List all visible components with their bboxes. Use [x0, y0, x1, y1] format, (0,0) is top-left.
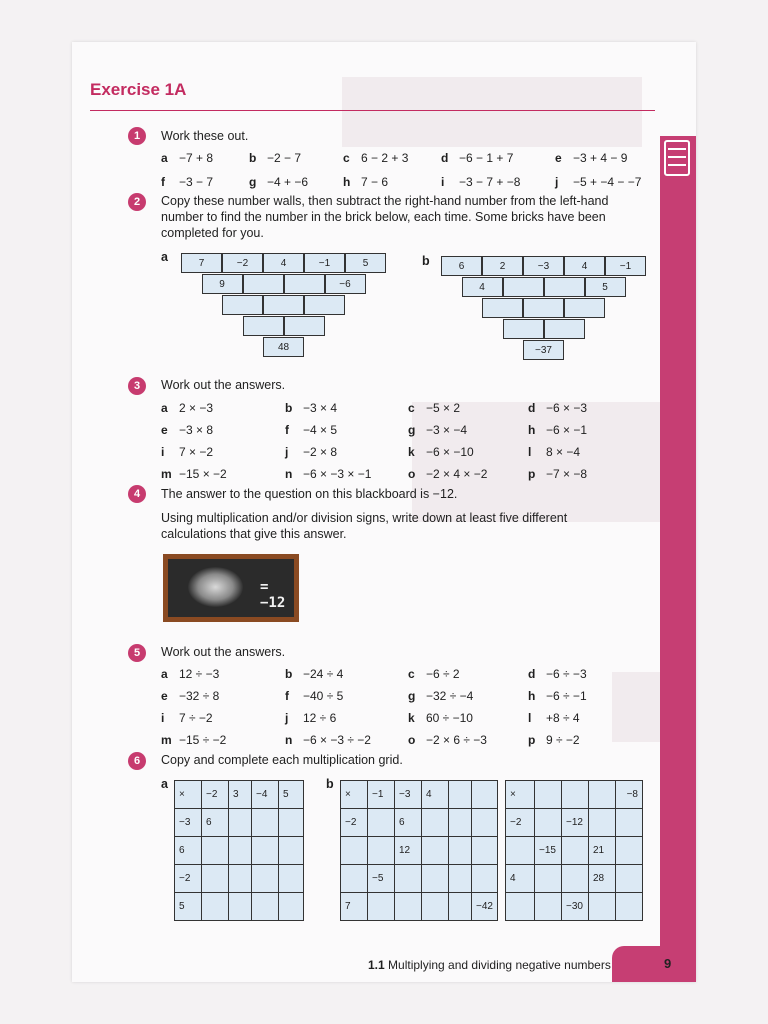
- question-number-3: 3: [128, 377, 146, 395]
- blackboard-text: = −12: [260, 579, 286, 611]
- question-number-4: 4: [128, 485, 146, 503]
- grid-cell: [589, 809, 616, 837]
- q3-item: [408, 423, 467, 437]
- q3-item-expression: −3 × −4: [426, 423, 468, 437]
- q3-item-letter: k: [408, 445, 415, 459]
- grid-cell: 5: [175, 893, 202, 921]
- q1-item: [343, 151, 408, 165]
- grid-cell: [616, 837, 643, 865]
- grid-cell: [422, 865, 449, 893]
- grid-cell: [229, 809, 252, 837]
- wall-brick: 5: [345, 253, 386, 273]
- q1-item-expression: −6 − 1 + 7: [459, 151, 514, 165]
- grid-cell: [229, 837, 252, 865]
- q5-item: [408, 689, 473, 703]
- wall-brick: [284, 316, 325, 336]
- q5-item: [528, 711, 580, 725]
- grid-cell: [535, 809, 562, 837]
- q3-item: [528, 423, 587, 437]
- grid-cell: −2: [175, 865, 202, 893]
- q5-item-letter: h: [528, 689, 536, 703]
- grid-a-label: a: [161, 777, 168, 791]
- q3-item: [528, 467, 587, 481]
- q3-item-expression: −6 × −3: [546, 401, 588, 415]
- q5-item: [285, 689, 343, 703]
- question-number-6: 6: [128, 752, 146, 770]
- q5-item: [528, 689, 587, 703]
- wall-brick: [523, 298, 564, 318]
- grid-cell: −3: [395, 781, 422, 809]
- q5-item-letter: i: [161, 711, 165, 725]
- grid-cell: [341, 865, 368, 893]
- q5-item-expression: 9 ÷ −2: [546, 733, 580, 747]
- grid-cell: [616, 893, 643, 921]
- grid-cell: [422, 837, 449, 865]
- wall-brick: 4: [462, 277, 503, 297]
- q1-item: [555, 151, 627, 165]
- grid-cell: 7: [341, 893, 368, 921]
- q1-item: [249, 151, 301, 165]
- wall-a-label: a: [161, 250, 168, 264]
- grid-cell: [472, 781, 498, 809]
- q5-item: [528, 667, 587, 681]
- q5-item-expression: −6 ÷ −3: [546, 667, 587, 681]
- q1-item-expression: −2 − 7: [267, 151, 302, 165]
- q1-item-letter: h: [343, 175, 351, 189]
- q3-item: [161, 445, 213, 459]
- grid-cell: [506, 893, 535, 921]
- q2-instruction-line1: Copy these number walls, then subtract the right-hand number from the left-hand: [161, 194, 609, 208]
- wall-brick: −1: [304, 253, 345, 273]
- grid-cell: [202, 837, 229, 865]
- title-rule: [90, 110, 655, 111]
- grid-row: [506, 837, 643, 865]
- q3-item-letter: i: [161, 445, 165, 459]
- wall-brick: 5: [585, 277, 626, 297]
- q5-item-expression: −32 ÷ 8: [179, 689, 220, 703]
- q2-instruction-line2: number to find the number in the brick below, each time. Some bricks have been: [161, 210, 606, 224]
- grid-cell: −2: [202, 781, 229, 809]
- q5-item-letter: a: [161, 667, 168, 681]
- wall-brick: [503, 319, 544, 339]
- q5-item-letter: c: [408, 667, 415, 681]
- q5-item-letter: o: [408, 733, 416, 747]
- wall-brick: 4: [564, 256, 605, 276]
- grid-cell: −4: [252, 781, 279, 809]
- grid-cell: ×: [341, 781, 368, 809]
- q1-item-expression: −3 − 7: [179, 175, 214, 189]
- q3-item: [408, 467, 487, 481]
- q3-item-expression: −7 × −8: [546, 467, 588, 481]
- q3-item-letter: g: [408, 423, 416, 437]
- grid-cell: [368, 809, 395, 837]
- q3-item-letter: p: [528, 467, 536, 481]
- q4-line2: Using multiplication and/or division signs, write down at least five different: [161, 511, 568, 525]
- grid-row: [175, 781, 304, 809]
- wall-brick: 4: [263, 253, 304, 273]
- q3-item-letter: e: [161, 423, 168, 437]
- q3-item: [161, 467, 227, 481]
- q5-item-letter: p: [528, 733, 536, 747]
- multiplication-grid-c: [505, 780, 643, 921]
- q5-item-expression: −32 ÷ −4: [426, 689, 474, 703]
- grid-cell: [535, 781, 562, 809]
- wall-brick: 48: [263, 337, 304, 357]
- wall-brick: [564, 298, 605, 318]
- grid-row: [341, 865, 498, 893]
- wall-brick: 7: [181, 253, 222, 273]
- grid-row: [175, 865, 304, 893]
- grid-row: [506, 809, 643, 837]
- grid-cell: [449, 893, 472, 921]
- q3-item: [285, 401, 337, 415]
- book-icon: [664, 140, 690, 176]
- grid-row: [506, 865, 643, 893]
- multiplication-grid-a: [174, 780, 304, 921]
- wall-brick: [222, 295, 263, 315]
- q4-line3: calculations that give this answer.: [161, 527, 347, 541]
- grid-row: [341, 893, 498, 921]
- wall-brick: [243, 274, 284, 294]
- q5-item-expression: −15 ÷ −2: [179, 733, 227, 747]
- q5-item-letter: d: [528, 667, 536, 681]
- grid-cell: ×: [506, 781, 535, 809]
- grid-cell: [472, 865, 498, 893]
- q1-item-expression: −3 − 7 + −8: [459, 175, 521, 189]
- grid-cell: [368, 893, 395, 921]
- grid-cell: [229, 893, 252, 921]
- grid-cell: [562, 837, 589, 865]
- q3-item-expression: −15 × −2: [179, 467, 227, 481]
- q1-item: [555, 175, 641, 189]
- grid-cell: [449, 865, 472, 893]
- q5-item-expression: −40 ÷ 5: [303, 689, 344, 703]
- q5-item-letter: n: [285, 733, 293, 747]
- q5-item: [161, 689, 219, 703]
- grid-cell: 28: [589, 865, 616, 893]
- q3-item-letter: n: [285, 467, 293, 481]
- grid-cell: −12: [562, 809, 589, 837]
- footer-section: 1.1: [368, 958, 385, 972]
- q5-item: [161, 711, 213, 725]
- q3-item-expression: 2 × −3: [179, 401, 214, 415]
- grid-b-label: b: [326, 777, 334, 791]
- grid-cell: −42: [472, 893, 498, 921]
- grid-cell: [279, 865, 304, 893]
- grid-cell: −5: [368, 865, 395, 893]
- wall-brick: 6: [441, 256, 482, 276]
- q1-item-letter: c: [343, 151, 350, 165]
- q5-item-expression: 12 ÷ −3: [179, 667, 220, 681]
- wall-brick: −2: [222, 253, 263, 273]
- q3-item: [528, 401, 587, 415]
- q5-item: [528, 733, 580, 747]
- chapter-tab: [660, 136, 696, 982]
- grid-cell: [252, 893, 279, 921]
- grid-cell: 4: [422, 781, 449, 809]
- q2-instruction-line3: completed for you.: [161, 226, 264, 240]
- q1-item-letter: f: [161, 175, 165, 189]
- wall-brick: [304, 295, 345, 315]
- grid-row: [341, 837, 498, 865]
- q1-item-letter: i: [441, 175, 445, 189]
- grid-row: [506, 781, 643, 809]
- grid-cell: [252, 865, 279, 893]
- q3-item: [408, 401, 460, 415]
- grid-cell: [252, 837, 279, 865]
- q1-item-letter: e: [555, 151, 562, 165]
- wall-brick: [243, 316, 284, 336]
- grid-cell: [341, 837, 368, 865]
- q5-item-expression: −24 ÷ 4: [303, 667, 344, 681]
- grid-cell: [368, 837, 395, 865]
- q1-item-letter: j: [555, 175, 559, 189]
- q3-item-letter: f: [285, 423, 289, 437]
- q3-item-letter: c: [408, 401, 415, 415]
- grid-cell: [449, 837, 472, 865]
- q3-item-expression: −3 × 8: [179, 423, 214, 437]
- grid-cell: −2: [506, 809, 535, 837]
- grid-cell: −15: [535, 837, 562, 865]
- q1-item: [441, 151, 513, 165]
- q5-item: [161, 667, 219, 681]
- wall-brick: 9: [202, 274, 243, 294]
- footer-title: Multiplying and dividing negative numbers: [388, 958, 611, 972]
- q3-item-letter: h: [528, 423, 536, 437]
- grid-cell: [229, 865, 252, 893]
- q5-item-letter: b: [285, 667, 293, 681]
- q3-item-letter: l: [528, 445, 532, 459]
- grid-cell: [589, 893, 616, 921]
- wall-brick: −1: [605, 256, 646, 276]
- question-number-2: 2: [128, 193, 146, 211]
- q3-item: [285, 467, 371, 481]
- grid-cell: 5: [279, 781, 304, 809]
- grid-cell: [535, 893, 562, 921]
- blackboard-surface: [168, 559, 294, 617]
- grid-row: [175, 837, 304, 865]
- grid-cell: [472, 809, 498, 837]
- q6-instruction: Copy and complete each multiplication grid.: [161, 753, 403, 767]
- q3-item: [161, 401, 213, 415]
- grid-cell: 6: [202, 809, 229, 837]
- grid-cell: [279, 893, 304, 921]
- grid-row: [175, 809, 304, 837]
- multiplication-grid-b: [340, 780, 498, 921]
- blackboard-image: [163, 554, 299, 622]
- grid-cell: [589, 781, 616, 809]
- grid-cell: 4: [506, 865, 535, 893]
- q3-item-expression: −6 × −1: [546, 423, 588, 437]
- q5-item: [408, 667, 460, 681]
- grid-cell: [279, 809, 304, 837]
- q5-item-letter: m: [161, 733, 172, 747]
- show-through: [342, 77, 642, 147]
- q5-item-expression: −2 × 6 ÷ −3: [426, 733, 487, 747]
- wall-brick: [503, 277, 544, 297]
- grid-cell: [535, 865, 562, 893]
- grid-row: [175, 893, 304, 921]
- q1-item-expression: −4 + −6: [267, 175, 309, 189]
- q5-item-expression: 7 ÷ −2: [179, 711, 213, 725]
- grid-cell: 3: [229, 781, 252, 809]
- q5-item-letter: f: [285, 689, 289, 703]
- q3-item: [528, 445, 580, 459]
- footer-caption: [368, 958, 611, 972]
- q5-item: [408, 733, 487, 747]
- q3-item: [408, 445, 474, 459]
- q3-item: [285, 445, 337, 459]
- q3-instruction: Work out the answers.: [161, 378, 286, 392]
- grid-cell: [562, 781, 589, 809]
- grid-cell: 12: [395, 837, 422, 865]
- q5-item-expression: +8 ÷ 4: [546, 711, 580, 725]
- q5-item-letter: g: [408, 689, 416, 703]
- grid-cell: 6: [175, 837, 202, 865]
- q3-item-expression: 8 × −4: [546, 445, 581, 459]
- q1-item-expression: −3 + 4 − 9: [573, 151, 628, 165]
- grid-cell: [279, 837, 304, 865]
- grid-cell: [395, 893, 422, 921]
- grid-cell: [395, 865, 422, 893]
- q3-item-letter: m: [161, 467, 172, 481]
- q1-item-expression: 7 − 6: [361, 175, 389, 189]
- grid-cell: −8: [616, 781, 643, 809]
- grid-cell: −1: [368, 781, 395, 809]
- q5-instruction: Work out the answers.: [161, 645, 286, 659]
- chalk-smudge: [188, 567, 243, 607]
- q1-instruction: Work these out.: [161, 129, 249, 143]
- q1-item: [343, 175, 388, 189]
- q3-item-expression: −2 × 8: [303, 445, 338, 459]
- q1-item: [161, 151, 213, 165]
- q1-item: [249, 175, 308, 189]
- q5-item-expression: 60 ÷ −10: [426, 711, 473, 725]
- q5-item-expression: 12 ÷ 6: [303, 711, 337, 725]
- q5-item-expression: −6 ÷ 2: [426, 667, 460, 681]
- grid-cell: [202, 893, 229, 921]
- grid-row: [506, 893, 643, 921]
- q3-item-letter: b: [285, 401, 293, 415]
- q5-item: [285, 733, 371, 747]
- q1-item-letter: d: [441, 151, 449, 165]
- q5-item: [285, 711, 336, 725]
- grid-cell: [449, 781, 472, 809]
- q4-line1: The answer to the question on this blackboard is −12.: [161, 487, 458, 501]
- wall-brick: 2: [482, 256, 523, 276]
- q3-item-letter: j: [285, 445, 289, 459]
- q5-item-expression: −6 ÷ −1: [546, 689, 587, 703]
- wall-brick: [284, 274, 325, 294]
- grid-row: [341, 781, 498, 809]
- wall-brick: [544, 319, 585, 339]
- page-number: 9: [664, 956, 672, 971]
- q3-item-expression: −2 × 4 × −2: [426, 467, 488, 481]
- grid-cell: 6: [395, 809, 422, 837]
- q1-item: [161, 175, 213, 189]
- q3-item-expression: −4 × 5: [303, 423, 338, 437]
- q3-item-letter: o: [408, 467, 416, 481]
- grid-cell: [506, 837, 535, 865]
- grid-cell: [252, 809, 279, 837]
- q1-item-expression: −5 + −4 − −7: [573, 175, 642, 189]
- q1-item-letter: g: [249, 175, 257, 189]
- grid-cell: −3: [175, 809, 202, 837]
- wall-b-label: b: [422, 254, 430, 268]
- wall-brick: [544, 277, 585, 297]
- q3-item: [285, 423, 337, 437]
- question-number-1: 1: [128, 127, 146, 145]
- q1-item: [441, 175, 520, 189]
- q5-item-expression: −6 × −3 ÷ −2: [303, 733, 371, 747]
- q3-item-expression: −6 × −3 × −1: [303, 467, 372, 481]
- grid-cell: [202, 865, 229, 893]
- q3-item: [161, 423, 213, 437]
- q5-item-letter: e: [161, 689, 168, 703]
- q1-item-expression: −7 + 8: [179, 151, 214, 165]
- page-number-tab: [612, 946, 696, 982]
- q5-item: [161, 733, 226, 747]
- grid-cell: −2: [341, 809, 368, 837]
- grid-cell: [472, 837, 498, 865]
- q1-item-letter: b: [249, 151, 257, 165]
- grid-cell: ×: [175, 781, 202, 809]
- q5-item-letter: j: [285, 711, 289, 725]
- grid-cell: −30: [562, 893, 589, 921]
- wall-brick: [482, 298, 523, 318]
- show-through: [412, 402, 662, 522]
- grid-cell: [616, 809, 643, 837]
- grid-row: [341, 809, 498, 837]
- wall-brick: −37: [523, 340, 564, 360]
- q5-item: [408, 711, 473, 725]
- q3-item-expression: −5 × 2: [426, 401, 461, 415]
- grid-cell: 21: [589, 837, 616, 865]
- q3-item-expression: −3 × 4: [303, 401, 338, 415]
- exercise-title: Exercise 1A: [90, 80, 187, 99]
- wall-brick: −6: [325, 274, 366, 294]
- grid-cell: [422, 893, 449, 921]
- q3-item-expression: −6 × −10: [426, 445, 474, 459]
- q5-item-letter: l: [528, 711, 532, 725]
- grid-cell: [449, 809, 472, 837]
- wall-brick: −3: [523, 256, 564, 276]
- q1-item-expression: 6 − 2 + 3: [361, 151, 409, 165]
- question-number-5: 5: [128, 644, 146, 662]
- grid-cell: [616, 865, 643, 893]
- q3-item-expression: 7 × −2: [179, 445, 214, 459]
- q5-item: [285, 667, 343, 681]
- grid-cell: [422, 809, 449, 837]
- grid-cell: [562, 865, 589, 893]
- q1-item-letter: a: [161, 151, 168, 165]
- q5-item-letter: k: [408, 711, 415, 725]
- q3-item-letter: d: [528, 401, 536, 415]
- wall-brick: [263, 295, 304, 315]
- q3-item-letter: a: [161, 401, 168, 415]
